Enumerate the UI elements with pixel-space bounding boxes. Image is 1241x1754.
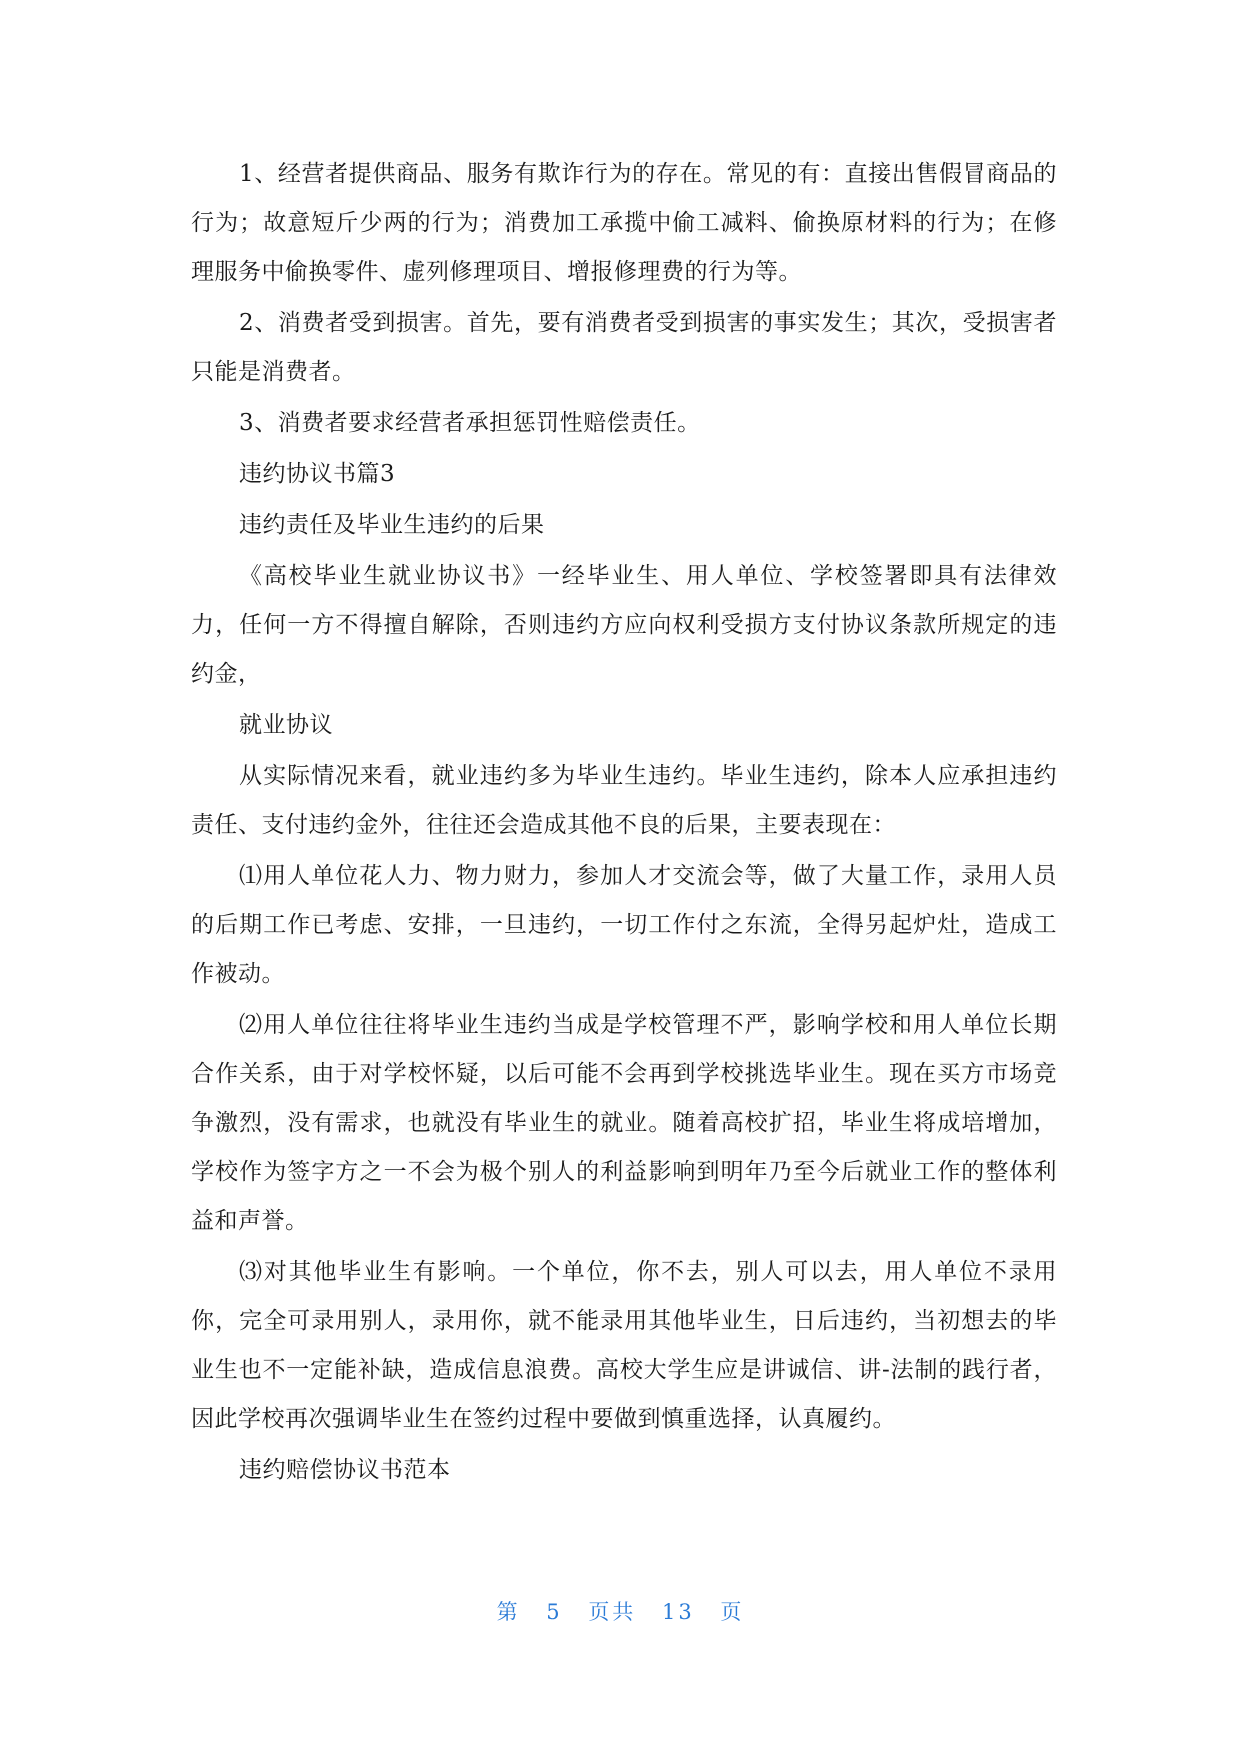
paragraph-breach-overview: 从实际情况来看，就业违约多为毕业生违约。毕业生违约，除本人应承担违约责任、支付违约金外，往往还会造成其他不良的后果，主要表现在： <box>191 763 1057 838</box>
section-heading-liability: 违约责任及毕业生违约的后果 <box>239 512 545 538</box>
paragraph-consumer-harm: 2、消费者受到损害。首先，要有消费者受到损害的事实发生；其次，受损害者只能是消费者。 <box>191 310 1057 385</box>
paragraph-consequence-3: ⑶对其他毕业生有影响。一个单位，你不去，别人可以去，用人单位不录用你，完全可录用别人，录用你，就不能录用其他毕业生，日后违约，当初想去的毕业生也不一定能补缺，造成信息浪费。高校大学生应是讲诚信、讲-法制的践行者，因此学校再次强调毕业生在签约过程中要做到慎重选择，认真履约。 <box>191 1259 1057 1432</box>
paragraph-punitive-damages: 3、消费者要求经营者承担惩罚性赔偿责任。 <box>239 410 701 436</box>
section-heading-part3: 违约协议书篇3 <box>239 461 396 487</box>
footer-total-pages: 13 <box>662 1600 695 1624</box>
section-heading-template: 违约赔偿协议书范本 <box>239 1457 451 1483</box>
paragraph-agreement-validity: 《高校毕业生就业协议书》一经毕业生、用人单位、学校签署即具有法律效力，任何一方不得擅自解除，否则违约方应向权利受损方支付协议条款所规定的违约金， <box>191 563 1057 687</box>
paragraph-consequence-2: ⑵用人单位往往将毕业生违约当成是学校管理不严，影响学校和用人单位长期合作关系，由于对学校怀疑，以后可能不会再到学校挑选毕业生。现在买方市场竞争激烈，没有需求，也就没有毕业生的就业。随着高校扩招，毕业生将成培增加，学校作为签字方之一不会为极个别人的利益影响到明年乃至今后就业工作的整体利益和声誉。 <box>191 1012 1057 1234</box>
section-heading-employment: 就业协议 <box>239 712 333 738</box>
paragraph-fraud-conditions: 1、经营者提供商品、服务有欺诈行为的存在。常见的有：直接出售假冒商品的行为；故意短斤少两的行为；消费加工承揽中偷工减料、偷换原材料的行为；在修理服务中偷换零件、虚列修理项目、增报修理费的行为等。 <box>191 161 1057 285</box>
footer-prefix: 第 <box>496 1600 521 1624</box>
footer-middle: 页共 <box>588 1600 637 1624</box>
paragraph-consequence-1: ⑴用人单位花人力、物力财力，参加人才交流会等，做了大量工作，录用人员的后期工作已考虑、安排，一旦违约，一切工作付之东流，全得另起炉灶，造成工作被动。 <box>191 863 1057 987</box>
footer-current-page: 5 <box>546 1600 563 1624</box>
page-body <box>191 150 1057 1497</box>
page-number-footer <box>0 1596 1241 1626</box>
footer-suffix: 页 <box>720 1600 745 1624</box>
